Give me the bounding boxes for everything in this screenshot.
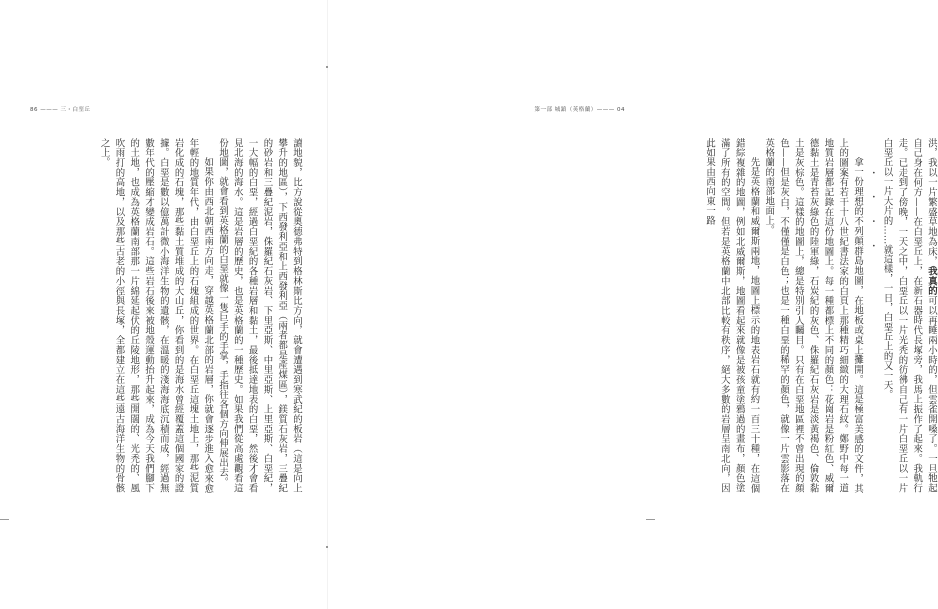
emphasis-text: 我真的 (926, 266, 937, 296)
left-page (0, 0, 327, 609)
registration-dot-bottom (326, 546, 328, 548)
right-page-body (676, 138, 938, 493)
body-paragraph: 先是英格蘭和威爾斯兩地，地圖上標示的地表岩石就有約一百三十種，在這個錯綜複雜的地圖，例如北威爾斯，地圖看起來就像是被孩童塗鴉過的畫布，顏色塗滿了所有的空間。但若是英格蘭中北部比較有秩序，絕大多數的岩層呈南北向，因此如果由西向東一路 (704, 138, 760, 493)
body-paragraph: 讀地貌，比方說從奧德弗特到格林斯比方向，就會遭遇到寒武紀的板岩（這是向上攀升的地區），下西發利亞和上西發利亞（兩者都是產煤區），鎂質石灰岩，三疊紀的砂岩和三疊紀泥岩，侏羅紀石灰岩、下里亞斯、中里亞斯、上里亞斯、白堊紀，一大幅的白堊，經過白堊紀的各種岩層和黏土，最後抵達地表的白堊，然後才會看見北海的海水。這是岩層的歷史，也是英格蘭的一種歷史。如果我們從高處觀看這份地圖，就會看到英格蘭的白堊就像一隻巨手的手掌，手指往各個方向伸展出去。 (217, 138, 302, 493)
body-text: 洪，我以一片繁盛草地為床， (926, 138, 937, 267)
crop-mark-right (646, 519, 655, 520)
running-header-right: 第一部 城鎮（英格蘭）——— 04 (534, 107, 625, 113)
body-paragraph: 拿一份理想的不列顛群島地圖，在地板或桌上攤開。這是極富美感的文件，其上的圖案有若干十八世紀書法家的白頁上那種精巧細緻的大理石紋。鄭野中每一道地質岩層都記錄在這份地圖上。每一種都標上不同的顏色：花崗岩是粉紅色、威爾德黏土是青苔灰綠色的陸軍綠，石炭紀的灰色、侏羅紀石灰岩是淡黃褐色、倫敦黏土是灰棕色。這樣的地圖上，總是特別引人矚目。只有在白堊地區裡不曾出現的顏色——但是灰白，不僅僅是白色；也是一種白堊的稀罕的顏色，就像一片雲影落在英格蘭的南部地面上。 (763, 138, 864, 493)
registration-dot-top (326, 66, 328, 68)
right-page (328, 0, 937, 609)
body-text: 可以再睡兩小時的，但雲雀開嗓了。一旦牠起自己身在何方——在白堊丘上，在新石器時代長塚旁，我馬上振作了起來。我軌行走。已走到了傍晚，一天之中，白堊丘以一片光秃的彷彿自己有一片白堊丘以一片白堊丘以一片大片的……就這樣，一日，白堊丘上的又一天。 (881, 138, 937, 493)
section-break-ornament: ・・・・ (866, 168, 878, 266)
left-page-body (55, 138, 303, 493)
running-header-left: 86 ——— 三・白堊丘 (30, 107, 91, 113)
crop-mark-left (0, 519, 9, 520)
body-paragraph (879, 138, 938, 493)
body-paragraph: 如果你由西北朝西南方向走，穿越英格蘭北部的岩層，你就會逐步進入愈來愈年輕的地質年代，由白堊丘上的石塊組成的世界。在白堊丘這塊土地上，那些泥質岩化成的石塊，那些黏土質堆成的大山丘，你看到的是海水曾經覆蓋這個國家的證據。白堊是數以億萬計微小海洋生物的遺骸，在溫暖的淺海海底沉積而成，經過無數年代的壓縮才變成岩石。這些岩石後來被地殼運動抬升起來，成為今天我們腳下的土地，也成為英格蘭南部那一片綿延起伏的丘陵地形，那些開闊的、光禿的、風吹雨打的高地，以及那些古老的小徑與長塚，全都建立在這些遠古海洋生物的骨骸之上。 (98, 138, 214, 493)
